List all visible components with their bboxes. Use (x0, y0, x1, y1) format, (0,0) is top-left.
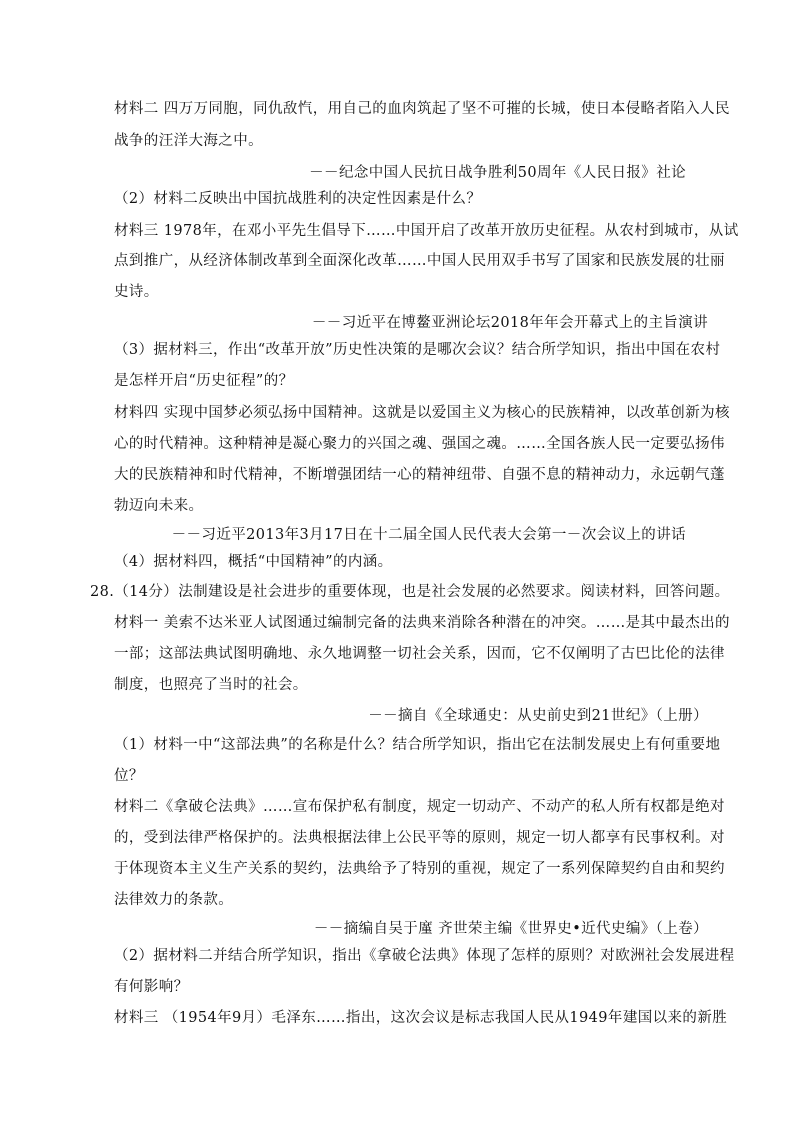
question-1-line-1: （1）材料一中“这部法典”的名称是什么？结合所学知识，指出它在法制发展史上有何重要地 (114, 737, 721, 753)
material-2b-source: －－摘编自吴于廑 齐世荣主编《世界史•近代史编》（上卷） (313, 921, 708, 937)
material-3b-line-1: 材料三 （1954年9月）毛泽东……指出，这次会议是标志我国人民从1949年建国以来的新胜 (114, 1010, 728, 1026)
question-1-line-2: 位？ (114, 768, 144, 784)
question-2b-line-2: 有何影响？ (114, 979, 189, 995)
material-4-line-4: 勃迈向未来。 (114, 498, 204, 514)
material-1-source: －－摘自《全球通史：从史前史到21世纪》（上册） (368, 708, 708, 724)
material-1-line-1: 材料一 美索不达米亚人试图通过编制完备的法典来消除各种潜在的冲突。……是其中最杰出的 (114, 615, 730, 631)
material-3-line-2: 点到推广，从经济体制改革到全面深化改革……中国人民用双手书写了国家和民族发展的壮丽 (114, 253, 725, 269)
material-2b-line-1: 材料二《拿破仑法典》……宣布保护私有制度，规定一切动产、不动产的私人所有权都是绝对 (114, 799, 725, 815)
material-3-line-1: 材料三 1978年，在邓小平先生倡导下……中国开启了改革开放历史征程。从农村到城市，从试 (114, 223, 739, 239)
material-2b-line-4: 法律效力的条款。 (114, 892, 234, 908)
material-3-line-3: 史诗。 (114, 284, 159, 300)
material-1-line-2: 一部；这部法典试图明确地、永久地调整一切社会关系，因而，它不仅阐明了古巴比伦的法律 (114, 646, 725, 662)
material-2b-line-3: 于体现资本主义生产关系的契约，法典给予了特别的重视，规定了一系列保障契约自由和契约 (114, 861, 725, 877)
question-3-line-1: （3）据材料三，作出“改革开放”历史性决策的是哪次会议？结合所学知识，指出中国在农村 (114, 342, 721, 358)
question-4: （4）据材料四，概括“中国精神”的内涵。 (114, 554, 393, 570)
question-3-line-2: 是怎样开启“历史征程”的？ (114, 373, 294, 389)
material-4-line-3: 大的民族精神和时代精神，不断增强团结一心的精神纽带、自强不息的精神动力，永远朝气蓬 (114, 467, 725, 483)
material-4-line-2: 心的时代精神。这种精神是凝心聚力的兴国之魂、强国之魂。……全国各族人民一定要弘扬伟 (114, 436, 725, 452)
material-2b-line-2: 的，受到法律严格保护的。法典根据法律上公民平等的原则，规定一切人都享有民事权利。对 (114, 830, 725, 846)
material-4-source: －－习近平2013年3月17日在十二届全国人民代表大会第一－次会议上的讲话 (171, 527, 686, 543)
material-4-line-1: 材料四 实现中国梦必须弘扬中国精神。这就是以爱国主义为核心的民族精神，以改革创新为核 (114, 405, 730, 421)
question-2b-line-1: （2）据材料二并结合所学知识，指出《拿破仑法典》体现了怎样的原则？对欧洲社会发展进程 (114, 948, 735, 964)
material-3-source: －－习近平在博鳌亚洲论坛2018年年会开幕式上的主旨演讲 (311, 315, 708, 331)
material-1-line-3: 制度，也照亮了当时的社会。 (114, 677, 308, 693)
material-2-line-2: 战争的汪洋大海之中。 (114, 133, 263, 149)
question-2: （2）材料二反映出中国抗战胜利的决定性因素是什么？ (114, 191, 482, 207)
material-2-line-1: 材料二 四万万同胞，同仇敌忾，用自己的血肉筑起了坚不可摧的长城，使日本侵略者陷入人民 (114, 101, 730, 117)
question-28-heading: 28.（14分）法制建设是社会进步的重要体现，也是社会发展的必然要求。阅读材料，回答问题。 (90, 584, 730, 600)
material-2-source: －－纪念中国人民抗日战争胜利50周年《人民日报》社论 (309, 165, 686, 181)
